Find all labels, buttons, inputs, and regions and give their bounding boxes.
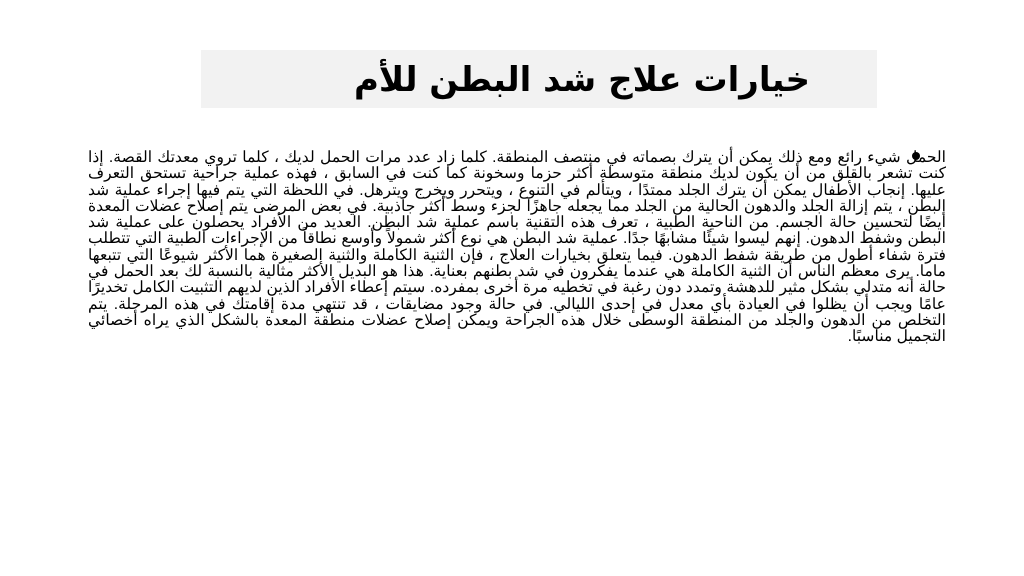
body-paragraph: الحمل شيء رائع ومع ذلك يمكن أن يترك بصماته في منتصف المنطقة. كلما زاد عدد مرات الحمل لديك ، كلما تروي معدتك القصة. إذا كنت تشعر بالقلق من أن يكون لديك منطقة متوسطة أكثر حزما وسخونة كما كنت في السابق ، فهذه عملية جراحية تستحق التعرف عليها. إنجاب الأطفال يمكن أن يترك الجلد ممتدًا ، ويتألم في التنوع ، ويتحرر ويخرج ويترهل. في اللحظة التي يتم فيها إجراء عملية شد البطن ، يتم إزالة الجلد والدهون الحالية من الجلد مما يجعله جاهزًا لجزء وسط أكثر جاذبية. في بعض المرضى يتم إصلاح عضلات المعدة أيضًا لتحسين حالة الجسم. من الناحية الطبية ، تعرف هذه التقنية باسم عملية شد البطن. العديد من الأفراد يحصلون على عملية شد البطن وشفط الدهون. إنهم ليسوا شيئًا مشابهًا جدًا. عملية شد البطن هي نوع أكثر شمولاً وأوسع نطاقاً من الإجراءات الطبية التي تتطلب فترة شفاء أطول من طريقة شفط الدهون. فيما يتعلق بخيارات العلاج ، فإن الثنية الكاملة والثنية الصغيرة هما الأكثر شيوعًا التي تتبعها ماما. يرى معظم الناس أن الثنية الكاملة هي عندما يفكرون في شد بطنهم بعناية. هذا هو البديل الأكثر مثالية بالنسبة لك بعد الحمل في حالة أنه متدلي بشكل مثير للدهشة وتمدد دون رغبة في تخطيه مرة أخرى بمفرده. سيتم إعطاء الأفراد الذين لديهم التثبيت الكامل تخديرًا عامًا ويجب أن يظلوا في العيادة بأي معدل في إحدى الليالي. في حالة وجود مضايقات ، قد تنتهي مدة إقامتك في هذه المرحلة. يتم التخلص من الدهون والجلد من المنطقة الوسطى خلال هذه الجراحة ويمكن إصلاح عضلات منطقة المعدة بالشكل الذي يراه أخصائي التجميل مناسبًا.	[88, 149, 946, 346]
slide-title: خيارات علاج شد البطن للأم	[353, 60, 810, 100]
